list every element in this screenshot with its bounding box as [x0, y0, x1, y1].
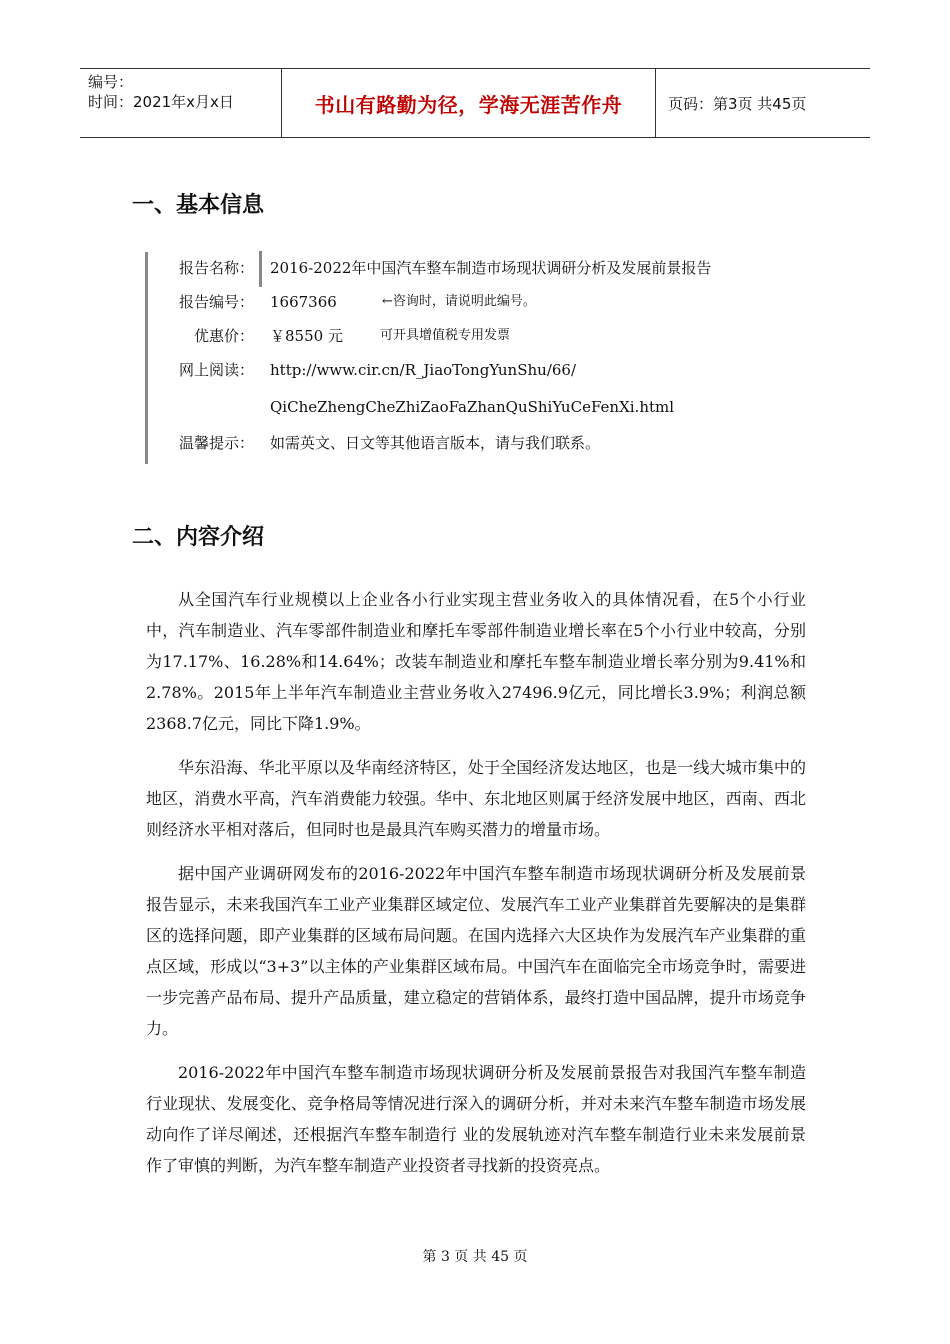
paragraph: 华东沿海、华北平原以及华南经济特区，处于全国经济发达地区，也是一线大城市集中的地区，消费水平高，汽车消费能力较强。华中、东北地区则属于经济发展中地区，西南、西北则经济水平相对落后，但同时也是最具汽车购买潜力的增量市场。 — [146, 758, 806, 839]
content-body — [146, 584, 806, 1181]
info-block — [145, 252, 788, 464]
info-label: 温馨提示： — [178, 434, 254, 452]
paragraph: 从全国汽车行业规模以上企业各小行业实现主营业务收入的具体情况看，在5个小行业中，汽车制造业、汽车零部件制造业和摩托车零部件制造业增长率在5个小行业中较高，分别为17.17%、16.28%和14.64%；改装车制造业和摩托车整车制造业增长率分别为9.41%和2.78%。2015年上半年汽车制造业主营业务收入27496.9亿元，同比增长3.9%；利润总额2368.7亿元，同比下降1.9%。 — [146, 590, 806, 733]
page-footer: 第 3 页 共 45 页 — [422, 1249, 528, 1265]
header-motto: 书山有路勤为径，学海无涯苦作舟 — [282, 69, 656, 137]
code-note: ←咨询时，请说明此编号。 — [382, 294, 536, 309]
report-url-line2[interactable]: QiCheZhengCheZhiZaoFaZhanQuShiYuCeFenXi.html — [270, 398, 675, 416]
date-label: 时间：2021年x月x日 — [88, 93, 234, 111]
report-url-line1[interactable]: http://www.cir.cn/R_JiaoTongYunShu/66/ — [270, 361, 577, 379]
paragraph: 据中国产业调研网发布的2016-2022年中国汽车整车制造市场现状调研分析及发展前景报告显示，未来我国汽车工业产业集群区域定位、发展汽车工业产业集群首先要解决的是集群区的选择问题，即产业集群的区域布局问题。在国内选择六大区块作为发展汽车产业集群的重点区域，形成以“3+3”以主体的产业集群区域布局。中国汽车在面临完全市场竞争时，需要进一步完善产品布局、提升产品质量，建立稳定的营销体系，最终打造中国品牌，提升市场竞争力。 — [146, 864, 806, 1038]
section-title-content: 二、内容介绍 — [132, 525, 265, 550]
report-code: 1667366 — [270, 293, 337, 311]
info-label: 网上阅读： — [178, 361, 254, 379]
price-note: 可开具增值税专用发票 — [380, 328, 511, 343]
info-label: 优惠价： — [193, 327, 254, 345]
number-label: 编号： — [88, 73, 134, 91]
tip-text: 如需英文、日文等其他语言版本，请与我们联系。 — [270, 434, 601, 452]
report-price: ￥8550 元 — [270, 327, 343, 345]
report-name: 2016-2022年中国汽车整车制造市场现状调研分析及发展前景报告 — [270, 259, 712, 277]
info-label: 报告名称： — [178, 259, 254, 277]
page-header — [80, 68, 870, 138]
info-label: 报告编号： — [178, 293, 254, 311]
section-title-basic-info: 一、基本信息 — [132, 193, 265, 218]
header-page-info: 页码：第3页 共45页 — [668, 94, 807, 113]
header-meta — [80, 69, 282, 137]
divider-mark — [259, 251, 262, 287]
paragraph: 2016-2022年中国汽车整车制造市场现状调研分析及发展前景报告对我国汽车整车制造行业现状、发展变化、竞争格局等情况进行深入的调研分析，并对未来汽车整车制造市场发展动向作了详尽阐述，还根据汽车整车制造行 业的发展轨迹对汽车整车制造行业未来发展前景作了审慎的判断，为汽车整车制造产业投资者寻找新的投资亮点。 — [146, 1063, 806, 1175]
